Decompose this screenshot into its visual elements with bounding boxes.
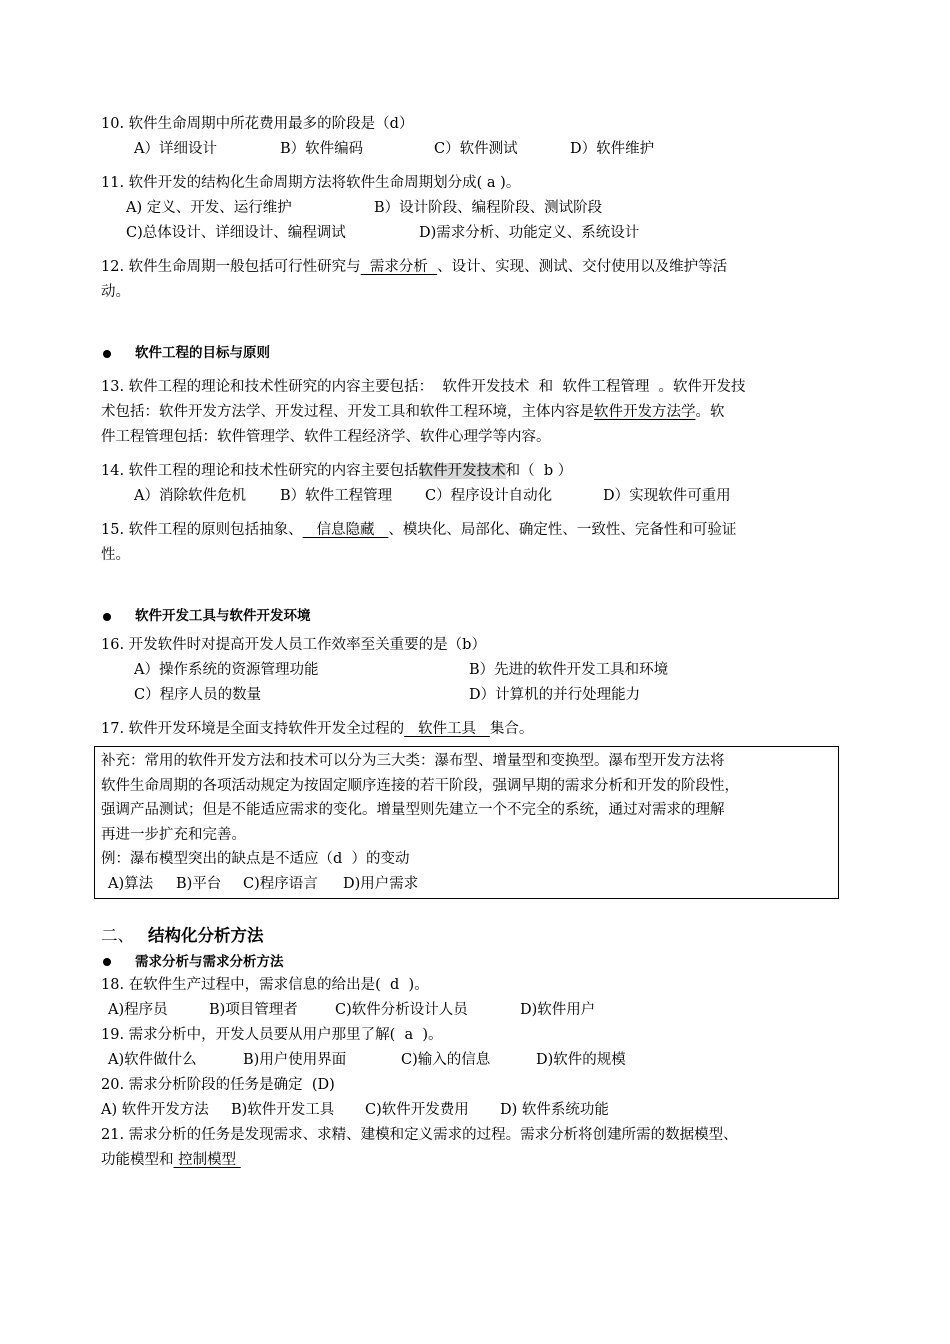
text: 动。 — [101, 284, 130, 300]
question-11-options-row2 — [101, 221, 841, 246]
option-d: D) 软件系统功能 — [500, 1102, 609, 1118]
question-12-cont — [101, 280, 841, 305]
bullet-icon — [103, 958, 111, 966]
question-21 — [101, 1123, 841, 1148]
supplement-line: 补充：常用的软件开发方法和技术可以分为三大类：瀑布型、增量型和变换型。瀑布型开发方法将 — [101, 753, 725, 769]
question-10 — [101, 112, 841, 137]
option-d: D）计算机的并行处理能力 — [469, 687, 641, 703]
section-heading — [101, 341, 841, 366]
option-b: B）设计阶段、编程阶段、测试阶段 — [374, 200, 603, 216]
section-heading — [101, 951, 841, 973]
text: 12. 软件生命周期一般包括可行性研究与 — [101, 259, 361, 275]
option-d: D)软件的规模 — [536, 1052, 626, 1068]
question-12 — [101, 255, 841, 280]
question-stem: 16. 开发软件时对提高开发人员工作效率至关重要的是（b） — [101, 637, 486, 653]
text: 。软 — [695, 404, 725, 420]
option-b: B)用户使用界面 — [243, 1052, 347, 1068]
question-16-options-row2 — [101, 683, 841, 708]
text: 15. 软件工程的原则包括抽象、 — [101, 522, 303, 538]
question-stem: 10. 软件生命周期中所花费用最多的阶段是（d） — [101, 116, 414, 132]
question-stem: 20. 需求分析阶段的任务是确定 (D) — [101, 1077, 335, 1093]
text: 13. 软件工程的理论和技术性研究的内容主要包括： 软件开发技术 和 软件工程管理 。软件开发技 — [101, 379, 746, 395]
question-19-options — [101, 1048, 841, 1073]
section-title: 需求分析与需求分析方法 — [135, 953, 284, 970]
question-18 — [101, 973, 841, 998]
answer-blank: 软件工具 — [404, 721, 490, 737]
option-c: C）程序人员的数量 — [134, 687, 262, 703]
option-c: C)总体设计、详细设计、编程调试 — [126, 225, 346, 241]
option-c: C)软件开发费用 — [365, 1102, 469, 1118]
option-c: C)软件分析设计人员 — [335, 1002, 468, 1018]
text: 14. 软件工程的理论和技术性研究的内容主要包括 — [101, 463, 419, 479]
supplement-line: 软件生命周期的各项活动规定为按固定顺序连接的若干阶段，强调早期的需求分析和开发的阶段性， — [101, 777, 739, 794]
answer-blank: 控制模型 — [173, 1152, 241, 1168]
section-title: 软件开发工具与软件开发环境 — [135, 608, 311, 624]
question-14 — [101, 459, 841, 484]
question-20-options — [101, 1098, 841, 1123]
text: 和（ b ） — [505, 463, 573, 479]
question-13 — [101, 375, 841, 400]
option-b: B)软件开发工具 — [231, 1102, 335, 1118]
document-page — [101, 112, 841, 1173]
text: 件工程管理包括：软件管理学、软件工程经济学、软件心理学等内容。 — [101, 429, 551, 445]
question-13-line2 — [101, 400, 841, 425]
supplement-line: 再进一步扩充和完善。 — [101, 826, 246, 843]
question-18-options — [101, 998, 841, 1023]
option-c: C）程序设计自动化 — [425, 488, 553, 504]
answer-blank: 需求分析 — [360, 259, 438, 275]
answer-underlined: 软件开发方法学 — [594, 404, 696, 420]
option-b: B)项目管理者 — [209, 1002, 298, 1018]
question-stem: 11. 软件开发的结构化生命周期方法将软件生命周期划分成( a )。 — [101, 175, 521, 191]
option-d: D)软件用户 — [520, 1002, 596, 1018]
option-a: A) 软件开发方法 — [101, 1102, 209, 1118]
bullet-icon — [103, 613, 111, 621]
chapter-number: 二、 — [101, 926, 134, 945]
answer-blank: 信息隐藏 — [302, 522, 389, 538]
chapter-heading — [101, 921, 841, 951]
question-21-line2 — [101, 1148, 841, 1173]
option-c: C)输入的信息 — [401, 1052, 491, 1068]
chapter-title: 结构化分析方法 — [148, 926, 264, 945]
option-a: A) 定义、开发、运行维护 — [126, 200, 292, 216]
option-d: D）软件维护 — [570, 141, 655, 157]
text: 功能模型和 — [101, 1152, 174, 1168]
option-a: A）详细设计 — [134, 141, 217, 157]
text: 、设计、实现、测试、交付使用以及维护等活 — [437, 259, 728, 275]
question-20 — [101, 1073, 841, 1098]
question-11-options-row1 — [101, 196, 841, 221]
highlighted-text: 软件开发技术 — [418, 463, 506, 479]
text: 、模块化、局部化、确定性、一致性、完备性和可验证 — [388, 522, 737, 538]
text: 术包括：软件开发方法学、开发过程、开发工具和软件工程环境，主体内容是 — [101, 404, 594, 420]
bullet-icon — [103, 350, 111, 358]
text: 21. 需求分析的任务是发现需求、求精、建模和定义需求的过程。需求分析将创建所需的数据模型、 — [101, 1127, 738, 1143]
question-14-options — [101, 484, 841, 509]
supplement-options — [101, 872, 832, 897]
text: 集合。 — [489, 721, 534, 737]
question-stem: 18. 在软件生产过程中，需求信息的给出是( d )。 — [101, 977, 429, 993]
question-19 — [101, 1023, 841, 1048]
option-c: C)程序语言 — [243, 875, 318, 892]
section-heading — [101, 604, 841, 629]
question-15-cont — [101, 543, 841, 568]
supplement-example: 例：瀑布模型突出的缺点是不适应（d ）的变动 — [101, 851, 410, 867]
option-a: A)算法 — [108, 875, 154, 892]
question-11 — [101, 171, 841, 196]
question-16-options-row1 — [101, 658, 841, 683]
option-b: B）软件编码 — [280, 141, 364, 157]
option-a: A）操作系统的资源管理功能 — [134, 662, 319, 678]
text: 性。 — [101, 547, 130, 563]
question-15 — [101, 518, 841, 543]
option-c: C）软件测试 — [434, 141, 518, 157]
question-13-line3 — [101, 425, 841, 450]
supplement-box — [94, 746, 839, 899]
question-17 — [101, 717, 841, 742]
option-b: B）软件工程管理 — [280, 488, 393, 504]
section-title: 软件工程的目标与原则 — [135, 345, 270, 361]
option-a: A）消除软件危机 — [134, 488, 246, 504]
question-10-options — [101, 137, 841, 162]
option-a: A)软件做什么 — [108, 1052, 197, 1068]
option-b: B）先进的软件开发工具和环境 — [469, 662, 669, 678]
text: 17. 软件开发环境是全面支持软件开发全过程的 — [101, 721, 405, 737]
question-16 — [101, 633, 841, 658]
option-a: A)程序员 — [108, 1002, 168, 1018]
supplement-line: 强调产品测试；但是不能适应需求的变化。增量型则先建立一个不完全的系统，通过对需求的理解 — [101, 802, 725, 818]
option-d: D)需求分析、功能定义、系统设计 — [419, 225, 640, 241]
option-b: B)平台 — [176, 875, 222, 892]
option-d: D）实现软件可重用 — [603, 488, 731, 504]
option-d: D)用户需求 — [343, 875, 419, 892]
question-stem: 19. 需求分析中，开发人员要从用户那里了解( a )。 — [101, 1027, 443, 1043]
